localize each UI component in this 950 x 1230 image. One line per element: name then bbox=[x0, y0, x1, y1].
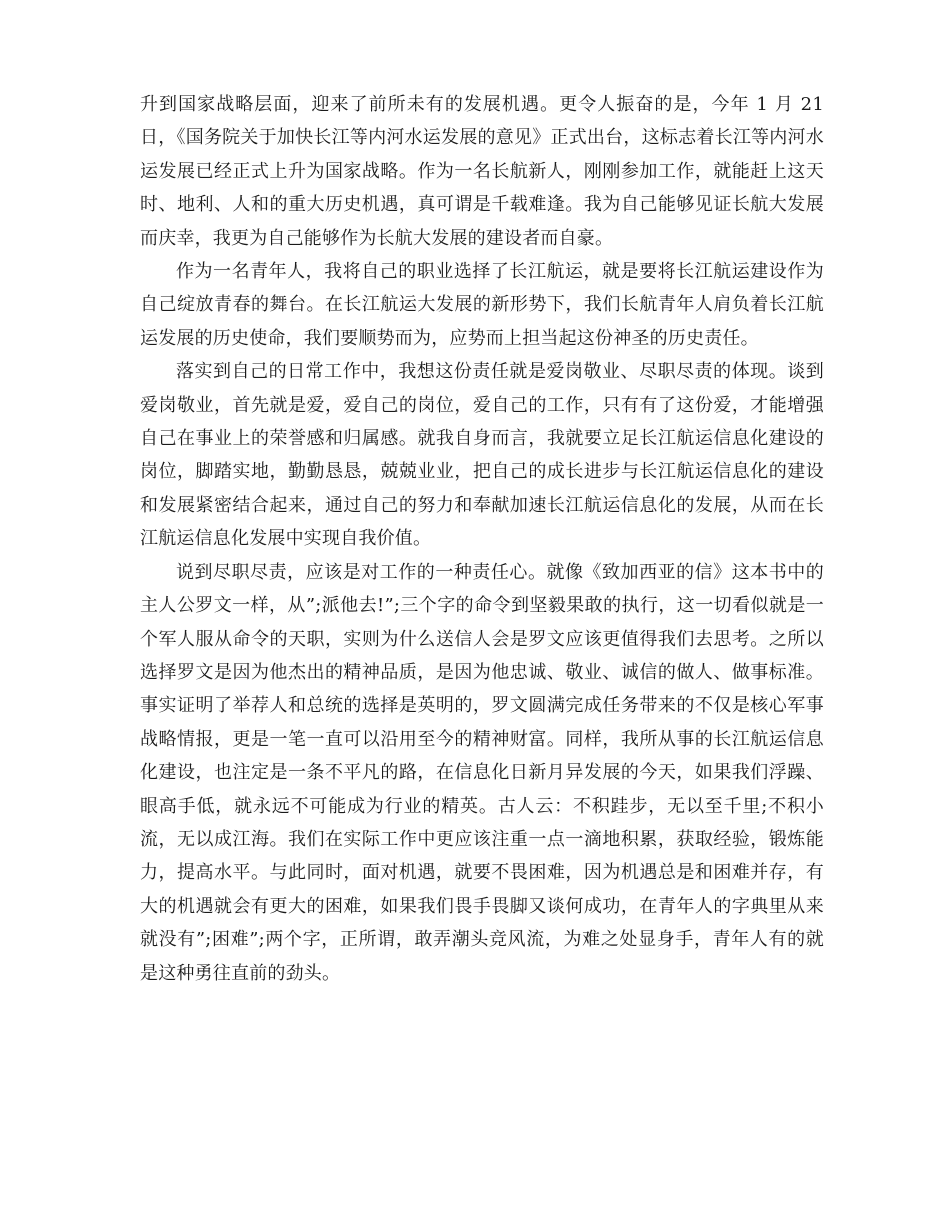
paragraph-4: 说到尽职尽责，应该是对工作的一种责任心。就像《致加西亚的信》这本书中的主人公罗文一样，从”;派他去!”;三个字的命令到坚毅果敢的执行，这一切看似就是一个军人服从命令的天职，实则为什么送信人会是罗文应该更值得我们去思考。之所以选择罗文是因为他杰出的精神品质，是因为他忠诚、敬业、诚信的做人、做事标准。事实证明了举荐人和总统的选择是英明的，罗文圆满完成任务带来的不仅是核心军事战略情报，更是一笔一直可以沿用至今的精神财富。同样，我所从事的长江航运信息化建设，也注定是一条不平凡的路，在信息化日新月异发展的今天，如果我们浮躁、眼高手低，就永远不可能成为行业的精英。古人云：不积跬步，无以至千里;不积小流，无以成江海。我们在实际工作中更应该注重一点一滴地积累，获取经验，锻炼能力，提高水平。与此同时，面对机遇，就要不畏困难，因为机遇总是和困难并存，有大的机遇就会有更大的困难，如果我们畏手畏脚又谈何成功，在青年人的字典里从来就没有”;困难”;两个字，正所谓，敢弄潮头竞风流，为难之处显身手，青年人有的就是这种勇往直前的劲头。 bbox=[140, 561, 824, 984]
document-body bbox=[140, 88, 824, 990]
paragraph-3: 落实到自己的日常工作中，我想这份责任就是爱岗敬业、尽职尽责的体现。谈到爱岗敬业，首先就是爱，爱自己的岗位，爱自己的工作，只有有了这份爱，才能增强自己在事业上的荣誉感和归属感。就我自身而言，我就要立足长江航运信息化建设的岗位，脚踏实地，勤勤恳恳，兢兢业业，把自己的成长进步与长江航运信息化的建设和发展紧密结合起来，通过自己的努力和奉献加速长江航运信息化的发展，从而在长江航运信息化发展中实现自我价值。 bbox=[140, 361, 824, 550]
paragraph-1: 升到国家战略层面，迎来了前所未有的发展机遇。更令人振奋的是，今年 1 月 21 日，《国务院关于加快长江等内河水运发展的意见》正式出台，这标志着长江等内河水运发展已经正式上升为国家战略。作为一名长航新人，刚刚参加工作，就能赶上这天时、地利、人和的重大历史机遇，真可谓是千载难逢。我为自己能够见证长航大发展而庆幸，我更为自己能够作为长航大发展的建设者而自豪。 bbox=[140, 94, 824, 249]
paragraph-2: 作为一名青年人，我将自己的职业选择了长江航运，就是要将长江航运建设作为自己绽放青春的舞台。在长江航运大发展的新形势下，我们长航青年人肩负着长江航运发展的历史使命，我们要顺势而为，应势而上担当起这份神圣的历史责任。 bbox=[140, 261, 824, 349]
